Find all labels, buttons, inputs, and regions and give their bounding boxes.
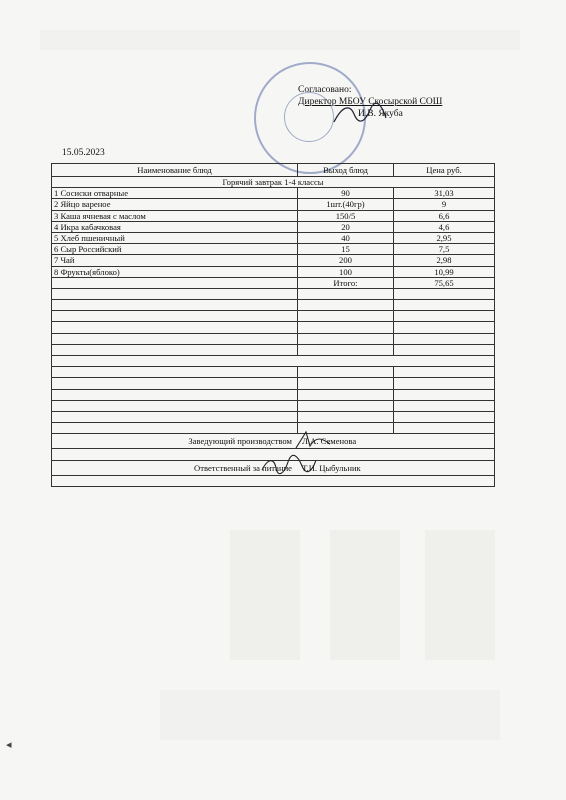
signature-row-responsible	[52, 460, 495, 475]
approval-block	[298, 84, 442, 120]
responsible-label: Ответственный за питание	[194, 462, 292, 473]
empty-row	[52, 449, 495, 460]
dish-output: 1шт.(40гр)	[298, 199, 394, 210]
dish-output: 90	[298, 188, 394, 199]
dish-price: 2,95	[394, 232, 495, 243]
menu-table	[51, 163, 495, 487]
empty-row	[52, 475, 495, 486]
bleed-through-block	[425, 530, 495, 660]
table-row	[52, 210, 495, 221]
dish-name: 3 Каша ячневая с маслом	[52, 210, 298, 221]
bleed-through-block	[330, 530, 400, 660]
empty-row	[52, 356, 495, 367]
chef-name: Л.А. Семенова	[302, 436, 357, 447]
approval-title: Согласовано:	[298, 85, 352, 95]
dish-price: 6,6	[394, 210, 495, 221]
table-header-row	[52, 164, 495, 177]
dish-output: 40	[298, 232, 394, 243]
table-row	[52, 255, 495, 266]
approval-director: Директор МБОУ Скосырской СОШ	[298, 97, 443, 107]
dish-name: 6 Сыр Российский	[52, 244, 298, 255]
dish-price: 4,6	[394, 221, 495, 232]
empty-row	[52, 322, 495, 333]
dish-name: 2 Яйцо вареное	[52, 199, 298, 210]
dish-price: 2,98	[394, 255, 495, 266]
dish-name: 7 Чай	[52, 255, 298, 266]
total-value: 75,65	[394, 277, 495, 288]
page-corner-arrow-icon: ◂	[6, 739, 12, 751]
dish-name: 5 Хлеб пшеничный	[52, 232, 298, 243]
empty-row	[52, 411, 495, 422]
menu-date: 15.05.2023	[62, 148, 105, 158]
dish-output: 20	[298, 221, 394, 232]
empty-row	[52, 344, 495, 355]
total-row	[52, 277, 495, 288]
table-row	[52, 244, 495, 255]
bleed-through-block	[230, 530, 300, 660]
dish-output: 150/5	[298, 210, 394, 221]
empty-row	[52, 400, 495, 411]
dish-output: 200	[298, 255, 394, 266]
chef-label: Заведующий производством	[188, 436, 292, 447]
section-title: Горячий завтрак 1-4 классы	[52, 177, 495, 188]
table-row	[52, 221, 495, 232]
dish-price: 31,03	[394, 188, 495, 199]
table-row	[52, 232, 495, 243]
empty-row	[52, 333, 495, 344]
dish-price: 10,99	[394, 266, 495, 277]
total-label: Итого:	[298, 277, 394, 288]
dish-output: 15	[298, 244, 394, 255]
empty-row	[52, 378, 495, 389]
empty-cell	[52, 277, 298, 288]
bleed-through-block	[40, 30, 520, 50]
table-row	[52, 188, 495, 199]
empty-row	[52, 423, 495, 434]
empty-row	[52, 311, 495, 322]
bleed-through-block	[160, 690, 500, 740]
approval-director-name: И.В. Якуба	[358, 109, 403, 119]
table-row	[52, 199, 495, 210]
empty-row	[52, 367, 495, 378]
header-output: Выход блюд	[298, 164, 394, 177]
empty-row	[52, 300, 495, 311]
empty-row	[52, 288, 495, 299]
signature-row-chef	[52, 434, 495, 449]
header-dish-name: Наименование блюд	[52, 164, 298, 177]
dish-price: 9	[394, 199, 495, 210]
empty-row	[52, 389, 495, 400]
dish-name: 4 Икра кабачковая	[52, 221, 298, 232]
dish-output: 100	[298, 266, 394, 277]
table-row	[52, 266, 495, 277]
dish-name: 1 Сосиски отварные	[52, 188, 298, 199]
section-row	[52, 177, 495, 188]
responsible-name: Т.И. Цыбульник	[302, 462, 361, 473]
header-price: Цена руб.	[394, 164, 495, 177]
dish-price: 7,5	[394, 244, 495, 255]
dish-name: 8 Фрукты(яблоко)	[52, 266, 298, 277]
